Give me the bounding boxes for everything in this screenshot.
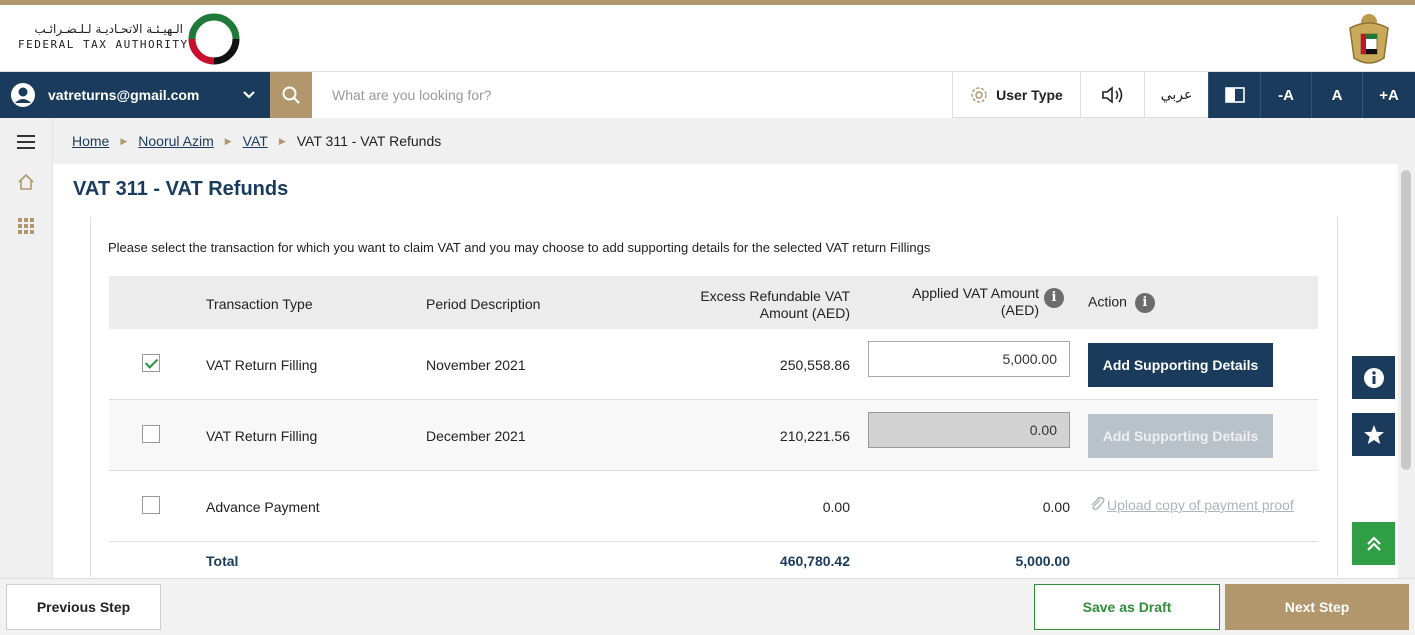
user-type-label: User Type [996, 87, 1063, 103]
upload-payment-proof-link[interactable] [1089, 495, 1318, 525]
contrast-toggle-button[interactable] [1208, 72, 1260, 118]
user-avatar-icon [10, 82, 36, 108]
table-row [109, 471, 1318, 542]
header-action-label: Action [1088, 293, 1127, 310]
total-excess: 460,780.42 [779, 553, 850, 569]
breadcrumb [53, 118, 1415, 164]
row-excess-amount: 210,221.56 [779, 428, 850, 444]
add-supporting-details-button[interactable]: Add Supporting Details [1088, 343, 1273, 387]
header-excess-refundable [649, 288, 850, 322]
add-supporting-details-button[interactable]: Add Supporting Details [1088, 414, 1273, 458]
search-icon [281, 85, 301, 105]
row-excess-amount: 0.00 [822, 499, 850, 515]
row-period: December 2021 [426, 428, 526, 444]
row-checkbox[interactable] [142, 354, 160, 372]
logo-english-text: FEDERAL TAX AUTHORITY [18, 38, 189, 51]
paperclip-icon [1089, 496, 1105, 512]
upload-link-text[interactable]: Upload copy of payment proof [1107, 497, 1294, 513]
speaker-icon [1101, 86, 1125, 104]
uae-emblem-icon [1340, 8, 1398, 70]
site-header [0, 5, 1415, 71]
fta-logo-mark-icon[interactable] [186, 13, 242, 65]
star-icon [1363, 424, 1385, 446]
page-scrollbar[interactable] [1398, 164, 1415, 578]
font-increase-button[interactable]: +A [1362, 72, 1415, 118]
table-total-row [109, 543, 1318, 578]
scrollbar-thumb[interactable] [1401, 170, 1411, 470]
next-step-button[interactable]: Next Step [1225, 584, 1409, 630]
contrast-icon [1225, 87, 1245, 103]
left-sidebar [0, 118, 53, 578]
header-excess-line1: Excess Refundable VAT [700, 288, 850, 304]
table-header [109, 276, 1318, 329]
previous-step-button[interactable]: Previous Step [6, 584, 161, 630]
row-transaction-type: VAT Return Filling [206, 357, 318, 373]
breadcrumb-separator-icon: ▶ [224, 135, 232, 146]
row-excess-amount: 250,558.86 [779, 357, 850, 373]
search-input[interactable] [312, 72, 952, 118]
header-transaction-type: Transaction Type [206, 296, 313, 312]
breadcrumb-current: VAT 311 - VAT Refunds [296, 133, 442, 149]
header-period-description: Period Description [426, 296, 541, 312]
breadcrumb-account[interactable]: Noorul Azim [138, 133, 214, 149]
total-label: Total [206, 553, 239, 569]
applied-amount-input[interactable] [868, 341, 1070, 377]
total-applied: 5,000.00 [1015, 553, 1070, 569]
instruction-text: Please select the transaction for which you want to claim VAT and you may choose to add supporting details for the selected VAT return Fillings [108, 240, 931, 255]
gear-icon [970, 86, 988, 104]
breadcrumb-separator-icon: ▶ [278, 135, 286, 146]
breadcrumb-vat[interactable]: VAT [242, 133, 268, 149]
row-period: November 2021 [426, 357, 526, 373]
logo-arabic-text: الـهيـئـة الاتحـاديـة لـلـضـرائـب [34, 22, 183, 36]
home-icon[interactable] [14, 170, 38, 194]
search-button[interactable] [270, 72, 312, 118]
footer-actions [0, 578, 1415, 635]
row-checkbox[interactable] [142, 496, 160, 514]
breadcrumb-home[interactable]: Home [72, 133, 110, 149]
font-normal-button[interactable]: A [1311, 72, 1362, 118]
row-checkbox[interactable] [142, 425, 160, 443]
info-icon[interactable]: i [1135, 293, 1155, 313]
header-applied-line1: Applied VAT Amount [912, 285, 1039, 301]
apps-grid-icon[interactable] [14, 214, 38, 238]
top-navbar [0, 71, 1415, 118]
row-transaction-type: VAT Return Filling [206, 428, 318, 444]
header-action [1088, 293, 1155, 313]
save-as-draft-button[interactable]: Save as Draft [1034, 584, 1220, 630]
breadcrumb-separator-icon: ▶ [120, 135, 128, 146]
row-transaction-type: Advance Payment [206, 499, 320, 515]
account-menu[interactable] [0, 72, 270, 118]
row-applied-amount: 0.00 [1042, 499, 1070, 515]
applied-amount-input[interactable] [868, 412, 1070, 448]
info-icon [1363, 367, 1385, 389]
hamburger-menu-icon[interactable] [14, 130, 38, 154]
language-toggle[interactable]: عربي [1144, 72, 1208, 118]
font-decrease-button[interactable]: -A [1260, 72, 1311, 118]
scroll-to-top-button[interactable] [1352, 522, 1395, 565]
info-float-button[interactable] [1352, 356, 1395, 399]
double-chevron-up-icon [1365, 535, 1383, 553]
text-to-speech-button[interactable] [1080, 72, 1144, 118]
header-applied-vat [869, 285, 1039, 319]
user-type-button[interactable] [952, 72, 1080, 118]
table-row [109, 329, 1318, 400]
header-applied-line2: (AED) [1000, 302, 1039, 318]
favorite-float-button[interactable] [1352, 413, 1395, 456]
page-title: VAT 311 - VAT Refunds [73, 178, 289, 200]
chevron-down-icon[interactable] [240, 86, 258, 104]
account-email: vatreturns@gmail.com [48, 87, 200, 103]
info-icon[interactable]: i [1044, 288, 1064, 308]
table-row [109, 400, 1318, 471]
fta-logo-text[interactable] [18, 23, 189, 50]
header-excess-line2: Amount (AED) [759, 305, 850, 321]
